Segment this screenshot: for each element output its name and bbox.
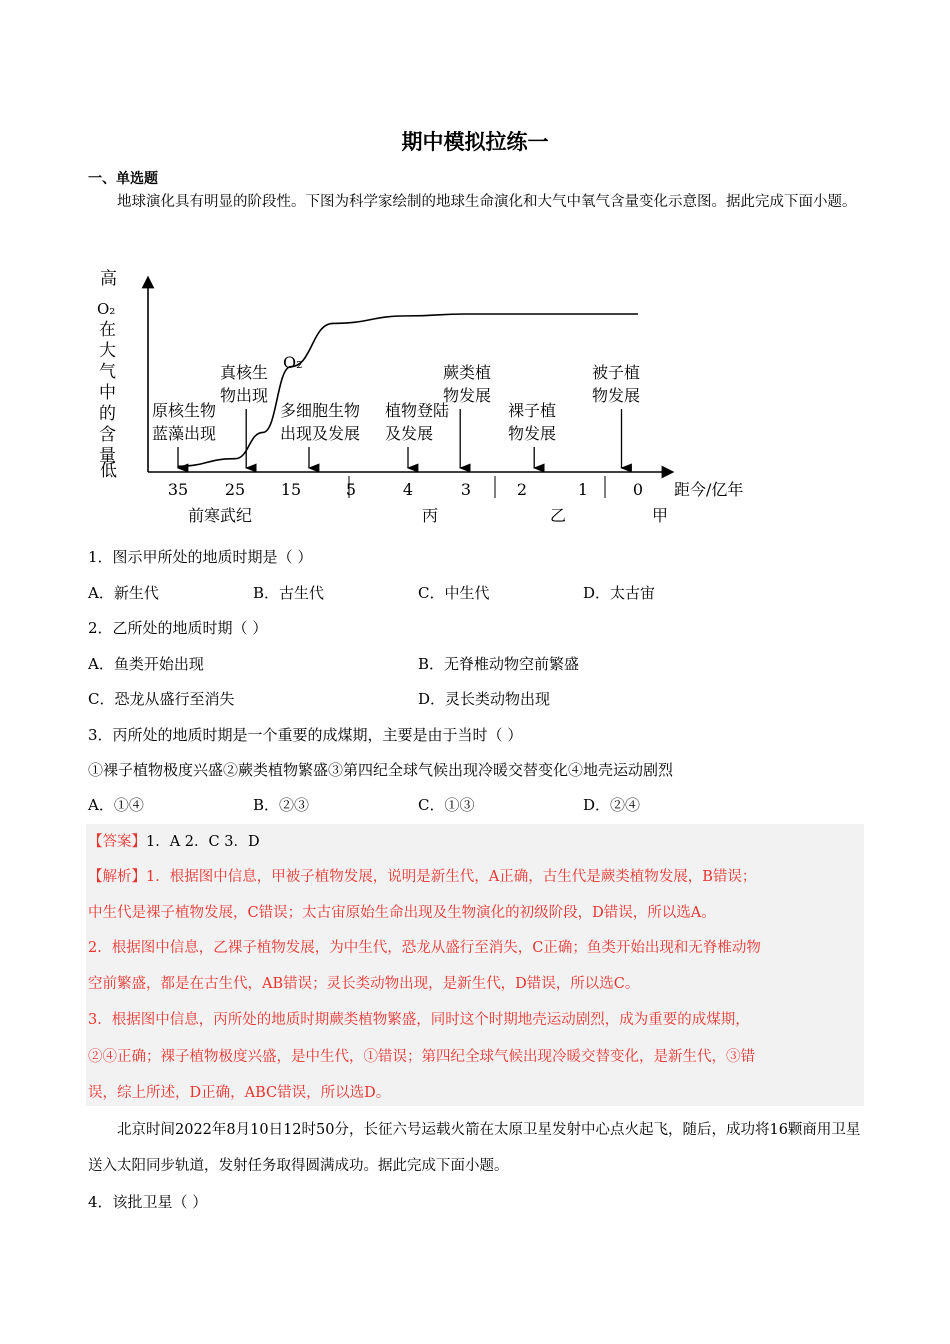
q2-option-c[interactable]: C．恐龙从盛行至消失 [88,690,235,708]
answer-label: 【答案】 [88,834,146,850]
y-label-char: 在 [99,320,116,340]
x-tick-label: 15 [280,480,302,499]
curve-label: O₂ [283,353,303,372]
y-label-char: 含 [99,425,116,445]
y-label-char: 大 [99,341,116,361]
y-label-char: 的 [99,404,116,424]
intro-paragraph-2: 北京时间2022年8月10日12时50分，长征六号运载火箭在太原卫星发射中心点火起飞，随后，成功将16颗商用卫星送入太阳同步轨道，发射任务取得圆满成功。据此完成下面小题。 [88,1122,861,1174]
analysis-text: 1．根据图中信息，甲被子植物发展，说明是新生代，A正确，古生代是蕨类植物发展，B错误； [146,869,757,885]
analysis-line-1 [88,865,756,886]
x-tick-label: 0 [632,480,644,499]
event-label: 裸子植 [508,401,557,420]
x-tick-label: 4 [402,480,414,499]
x-unit-label: 距今/亿年 [674,480,744,499]
q3-items: ①裸子植物极度兴盛②蕨类植物繁盛③第四纪全球气候出现冷暖交替变化④地壳运动剧烈 [88,761,674,779]
era-label: 前寒武纪 [187,506,253,525]
event-label: 物出现 [220,386,269,405]
analysis-line-2: 中生代是裸子植物发展，C错误；太古宙原始生命出现及生物演化的初级阶段，D错误，所以选A。 [88,905,716,921]
q1-option-c[interactable]: C．中生代 [418,584,490,602]
q3-option-d[interactable]: D．②④ [583,796,641,814]
q1-option-d[interactable]: D．太古宙 [583,584,656,602]
q1-option-b[interactable]: B．古生代 [253,584,325,602]
event-label: 物发展 [592,386,641,405]
event-label: 真核生 [220,363,269,382]
q2-option-b[interactable]: B．无脊椎动物空前繁盛 [418,655,580,673]
answer-text: 1．A 2．C 3．D [146,834,260,850]
q3-option-b[interactable]: B．②③ [253,796,310,814]
section-heading: 一、单选题 [88,171,158,187]
analysis-line-3: 2．根据图中信息，乙裸子植物发展，为中生代，恐龙从盛行至消失，C正确；鱼类开始出现和无脊椎动物 [88,940,761,956]
era-label: 甲 [651,506,669,525]
y-high-label: 高 [100,269,117,289]
event-label: 物发展 [508,424,557,443]
event-label: 被子植 [592,363,641,382]
y-label-char: 中 [99,383,116,403]
analysis-line-5: 3．根据图中信息，丙所处的地质时期蕨类植物繁盛，同时这个时期地壳运动剧烈，成为重要的成煤期， [88,1012,750,1028]
x-tick-label: 3 [460,480,472,499]
y-low-label: 低 [100,461,117,481]
event-label: 出现及发展 [280,424,361,443]
intro-paragraph: 地球演化具有明显的阶段性。下图为科学家绘制的地球生命演化和大气中氧气含量变化示意图。据此完成下面小题。 [117,194,857,210]
y-label-char: O₂ [97,300,116,318]
evolution-chart [80,262,770,532]
event-label: 物发展 [443,386,492,405]
event-label: 及发展 [385,424,434,443]
event-label: 原核生物 [152,401,217,420]
q2-option-d[interactable]: D．灵长类动物出现 [418,690,551,708]
y-label-char: 量 [99,446,116,466]
x-tick-label: 1 [577,480,589,499]
q3-option-a[interactable]: A．①④ [88,796,144,814]
analysis-line-6: ②④正确；裸子植物极度兴盛，是中生代，①错误；第四纪全球气候出现冷暖交替变化，是新生代，③错 [88,1049,755,1065]
x-tick-label: 2 [516,480,528,499]
analysis-line-4: 空前繁盛，都是在古生代，AB错误；灵长类动物出现，是新生代，D错误，所以选C。 [88,976,640,992]
q3-option-c[interactable]: C．①③ [418,796,475,814]
x-tick-label: 35 [167,480,189,499]
era-label: 丙 [421,506,439,525]
q2-stem: 2．乙所处的地质时期（ ） [88,619,268,637]
x-tick-label: 25 [224,480,246,499]
event-label: 蕨类植 [443,363,492,382]
page-title: 期中模拟拉练一 [401,130,549,154]
analysis-label: 【解析】 [88,869,146,885]
q1-stem: 1．图示甲所处的地质时期是（ ） [88,548,313,566]
q2-option-a[interactable]: A．鱼类开始出现 [88,655,204,673]
y-axis-label [97,300,116,466]
analysis-line-7: 误，综上所述，D正确，ABC错误，所以选D。 [88,1085,391,1101]
event-label: 植物登陆 [385,401,450,420]
x-tick-label: 5 [345,480,357,499]
q4-stem: 4．该批卫星（ ） [88,1193,208,1211]
event-label: 多细胞生物 [280,401,361,420]
q3-stem: 3．丙所处的地质时期是一个重要的成煤期，主要是由于当时（ ） [88,726,523,744]
q1-option-a[interactable]: A．新生代 [88,584,159,602]
y-label-char: 气 [99,362,116,382]
answer-line [88,830,260,851]
event-label: 蓝藻出现 [152,424,217,443]
era-label: 乙 [549,506,567,525]
